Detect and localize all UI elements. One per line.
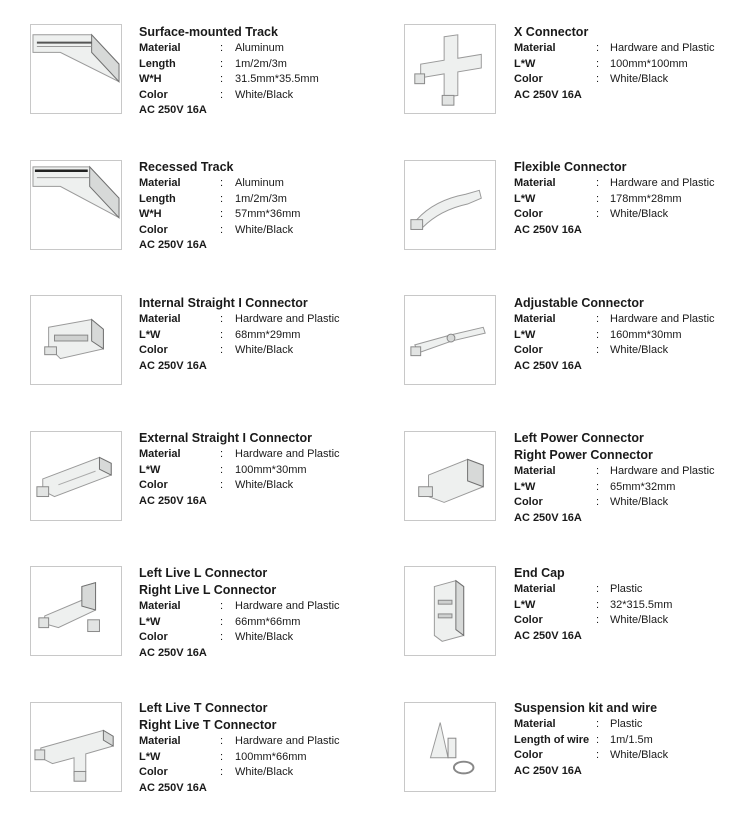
spec-label: Color <box>514 344 543 356</box>
spec-label: Material <box>514 313 556 325</box>
spec-value: White/Black <box>610 496 669 508</box>
spec-label: Color <box>139 766 168 778</box>
spec-value: White/Black <box>235 344 294 356</box>
spec-row <box>139 223 294 239</box>
spec-separator: : <box>220 750 224 763</box>
product-image <box>30 566 122 656</box>
product-title: Surface-mounted Track <box>139 25 278 39</box>
spec-value: Plastic <box>610 718 643 730</box>
spec-value: 1m/1.5m <box>610 733 653 746</box>
spec-separator: : <box>220 73 224 85</box>
spec-value: 66mm*66mm <box>235 615 301 628</box>
spec-row <box>514 748 669 764</box>
product-image <box>404 295 496 385</box>
product-info <box>139 430 340 509</box>
spec-separator: : <box>596 583 600 595</box>
spec-value: Hardware and Plastic <box>610 42 715 54</box>
voltage-rating: AC 250V 16A <box>514 88 582 101</box>
spec-row <box>139 328 308 344</box>
spec-row <box>514 207 669 223</box>
spec-row <box>139 41 284 57</box>
product-image <box>30 295 122 385</box>
spec-label: Color <box>514 496 543 508</box>
spec-separator: : <box>596 733 600 746</box>
spec-row <box>139 88 294 104</box>
spec-separator: : <box>220 448 224 460</box>
spec-row <box>139 615 301 631</box>
spec-row <box>514 176 715 192</box>
product-image <box>30 702 122 792</box>
spec-label: Color <box>139 344 168 356</box>
spec-row <box>514 480 676 496</box>
spec-separator: : <box>220 463 224 476</box>
voltage-rating: AC 250V 16A <box>139 359 207 372</box>
spec-label: Material <box>139 600 181 612</box>
recessed-track-icon <box>31 161 121 249</box>
spec-separator: : <box>220 57 224 70</box>
spec-separator: : <box>596 57 600 70</box>
spec-label: Color <box>139 88 168 101</box>
spec-row <box>139 630 294 646</box>
voltage-rating: AC 250V 16A <box>514 359 582 372</box>
spec-label: Length <box>139 192 176 205</box>
product-info <box>514 159 715 238</box>
product-info <box>514 24 715 103</box>
flexible-connector-icon <box>405 161 495 249</box>
external-straight-connector-icon <box>31 432 121 520</box>
voltage-rating: AC 250V 16A <box>514 629 582 642</box>
spec-label: Color <box>514 208 543 220</box>
spec-separator: : <box>220 615 224 628</box>
spec-separator: : <box>596 73 600 85</box>
voltage-rating: AC 250V 16A <box>139 646 207 659</box>
spec-separator: : <box>220 631 224 643</box>
spec-row <box>139 57 287 73</box>
spec-separator: : <box>220 177 224 189</box>
product-image <box>404 160 496 250</box>
spec-value: Aluminum <box>235 42 284 54</box>
spec-value: Plastic <box>610 583 643 595</box>
spec-row <box>514 72 669 88</box>
product-title: Right Power Connector <box>514 448 653 462</box>
spec-label: Material <box>139 42 181 54</box>
voltage-rating: AC 250V 16A <box>139 104 207 116</box>
spec-row <box>514 328 682 344</box>
spec-label: W*H <box>139 73 162 85</box>
product-image <box>30 431 122 521</box>
spec-row <box>514 41 715 57</box>
product-info <box>514 430 715 526</box>
spec-value: 100mm*30mm <box>235 463 307 476</box>
spec-value: Hardware and Plastic <box>235 448 340 460</box>
product-info <box>514 565 673 644</box>
product-image <box>30 160 122 250</box>
spec-value: 31.5mm*35.5mm <box>235 73 319 85</box>
spec-separator: : <box>596 465 600 477</box>
spec-row <box>514 582 643 598</box>
spec-row <box>514 312 715 328</box>
voltage-rating: AC 250V 16A <box>139 239 207 251</box>
spec-value: 32*315.5mm <box>610 598 673 611</box>
product-image <box>404 566 496 656</box>
t-connector-icon <box>31 703 121 791</box>
spec-value: 65mm*32mm <box>610 480 676 493</box>
product-info <box>139 700 340 796</box>
x-connector-icon <box>405 25 495 113</box>
spec-row <box>514 192 682 208</box>
product-title: Adjustable Connector <box>514 296 644 310</box>
spec-value: Hardware and Plastic <box>610 465 715 477</box>
spec-row <box>139 72 319 88</box>
spec-label: Material <box>514 583 556 595</box>
voltage-rating: AC 250V 16A <box>514 223 582 236</box>
spec-row <box>139 765 294 781</box>
product-title: Internal Straight I Connector <box>139 296 308 310</box>
spec-row <box>139 207 301 223</box>
product-image <box>404 431 496 521</box>
product-image <box>404 24 496 114</box>
spec-separator: : <box>220 223 224 236</box>
spec-label: Color <box>139 223 168 236</box>
spec-value: Hardware and Plastic <box>610 313 715 325</box>
spec-label: L*W <box>514 57 536 70</box>
spec-value: White/Black <box>610 749 669 761</box>
spec-label: L*W <box>514 480 536 493</box>
voltage-rating: AC 250V 16A <box>514 511 582 524</box>
spec-label: Color <box>514 749 543 761</box>
spec-label: L*W <box>514 598 536 611</box>
spec-label: Material <box>514 718 556 730</box>
end-cap-icon <box>405 567 495 655</box>
product-title: Right Live T Connector <box>139 718 277 732</box>
spec-separator: : <box>596 496 600 508</box>
spec-label: Material <box>514 42 556 54</box>
spec-separator: : <box>596 208 600 220</box>
product-title: Left Live L Connector <box>139 566 268 580</box>
spec-row <box>139 176 284 192</box>
spec-separator: : <box>220 88 224 101</box>
spec-label: Material <box>514 465 556 477</box>
spec-value: White/Black <box>235 631 294 643</box>
spec-label: Color <box>139 479 168 491</box>
product-image <box>404 702 496 792</box>
spec-value: 160mm*30mm <box>610 328 682 341</box>
spec-separator: : <box>220 766 224 778</box>
product-title: External Straight I Connector <box>139 431 312 445</box>
product-title: Left Power Connector <box>514 431 644 445</box>
spec-separator: : <box>220 735 224 747</box>
spec-row <box>514 598 673 614</box>
spec-label: Color <box>514 73 543 85</box>
spec-row <box>139 478 312 494</box>
spec-value: Hardware and Plastic <box>610 177 715 189</box>
spec-separator: : <box>596 749 600 761</box>
voltage-rating: AC 250V 16A <box>139 781 207 794</box>
spec-value: 100mm*66mm <box>235 750 307 763</box>
spec-row <box>139 734 340 750</box>
spec-value: Hardware and Plastic <box>235 313 340 325</box>
spec-value: White/Black <box>610 73 669 85</box>
spec-separator: : <box>596 313 600 325</box>
spec-separator: : <box>220 42 224 54</box>
track-icon <box>31 25 121 113</box>
adjustable-connector-icon <box>405 296 495 384</box>
spec-separator: : <box>220 328 224 341</box>
product-image <box>30 24 122 114</box>
spec-label: Material <box>139 177 181 189</box>
product-title: Flexible Connector <box>514 160 627 174</box>
spec-separator: : <box>220 344 224 356</box>
product-title: X Connector <box>514 25 589 39</box>
spec-label: L*W <box>139 615 161 628</box>
spec-separator: : <box>220 600 224 612</box>
spec-separator: : <box>596 42 600 54</box>
spec-separator: : <box>596 614 600 626</box>
spec-row <box>514 57 688 73</box>
spec-separator: : <box>220 313 224 325</box>
spec-value: 100mm*100mm <box>610 57 688 70</box>
product-info <box>139 295 340 374</box>
product-title: Recessed Track <box>139 160 234 174</box>
spec-label: L*W <box>139 328 161 341</box>
product-title: Right Live L Connector <box>139 583 277 597</box>
spec-label: W*H <box>139 208 162 220</box>
spec-separator: : <box>220 192 224 205</box>
spec-row <box>514 464 715 480</box>
spec-label: L*W <box>139 750 161 763</box>
voltage-rating: AC 250V 16A <box>139 494 207 507</box>
product-info <box>514 295 715 374</box>
spec-label: Length <box>139 57 176 70</box>
product-info <box>139 565 340 661</box>
internal-straight-connector-icon <box>31 296 121 384</box>
spec-row <box>514 613 669 629</box>
spec-separator: : <box>596 192 600 205</box>
spec-separator: : <box>596 177 600 189</box>
spec-value: 178mm*28mm <box>610 192 682 205</box>
spec-row <box>139 447 340 463</box>
spec-label: Color <box>514 614 543 626</box>
spec-separator: : <box>220 208 224 220</box>
spec-label: L*W <box>139 463 161 476</box>
spec-row <box>139 312 340 328</box>
spec-value: Aluminum <box>235 177 284 189</box>
product-title: Suspension kit and wire <box>514 701 658 715</box>
power-connector-icon <box>405 432 495 520</box>
spec-row <box>139 599 340 615</box>
spec-value: 1m/2m/3m <box>235 192 287 205</box>
l-connector-icon <box>31 567 121 655</box>
product-info <box>139 159 301 254</box>
spec-value: White/Black <box>610 614 669 626</box>
spec-value: Hardware and Plastic <box>235 735 340 747</box>
spec-label: Color <box>139 631 168 643</box>
spec-separator: : <box>596 328 600 341</box>
product-title: Left Live T Connector <box>139 701 268 715</box>
spec-value: 1m/2m/3m <box>235 57 287 70</box>
spec-row <box>139 192 287 208</box>
spec-value: Hardware and Plastic <box>235 600 340 612</box>
spec-label: L*W <box>514 328 536 341</box>
spec-separator: : <box>596 718 600 730</box>
spec-label: Length of wire <box>514 733 590 746</box>
spec-label: Material <box>514 177 556 189</box>
spec-separator: : <box>596 480 600 493</box>
spec-row <box>514 495 669 511</box>
spec-label: Material <box>139 313 181 325</box>
spec-value: White/Black <box>610 344 669 356</box>
spec-value: White/Black <box>235 88 294 101</box>
spec-value: 57mm*36mm <box>235 208 301 220</box>
spec-value: White/Black <box>235 223 294 236</box>
spec-row <box>139 463 312 479</box>
spec-separator: : <box>220 479 224 491</box>
spec-separator: : <box>596 344 600 356</box>
spec-label: L*W <box>514 192 536 205</box>
spec-row <box>514 717 657 733</box>
spec-value: White/Black <box>610 208 669 220</box>
spec-value: 68mm*29mm <box>235 328 301 341</box>
spec-row <box>514 733 657 749</box>
spec-row <box>139 343 308 359</box>
spec-row <box>139 750 307 766</box>
product-info <box>514 700 669 779</box>
spec-value: White/Black <box>235 766 294 778</box>
suspension-kit-icon <box>405 703 495 791</box>
product-info <box>139 24 319 119</box>
spec-label: Material <box>139 735 181 747</box>
spec-value: White/Black <box>235 479 294 491</box>
spec-label: Material <box>139 448 181 460</box>
spec-separator: : <box>596 598 600 611</box>
product-title: End Cap <box>514 566 565 580</box>
spec-row <box>514 343 669 359</box>
voltage-rating: AC 250V 16A <box>514 764 582 777</box>
